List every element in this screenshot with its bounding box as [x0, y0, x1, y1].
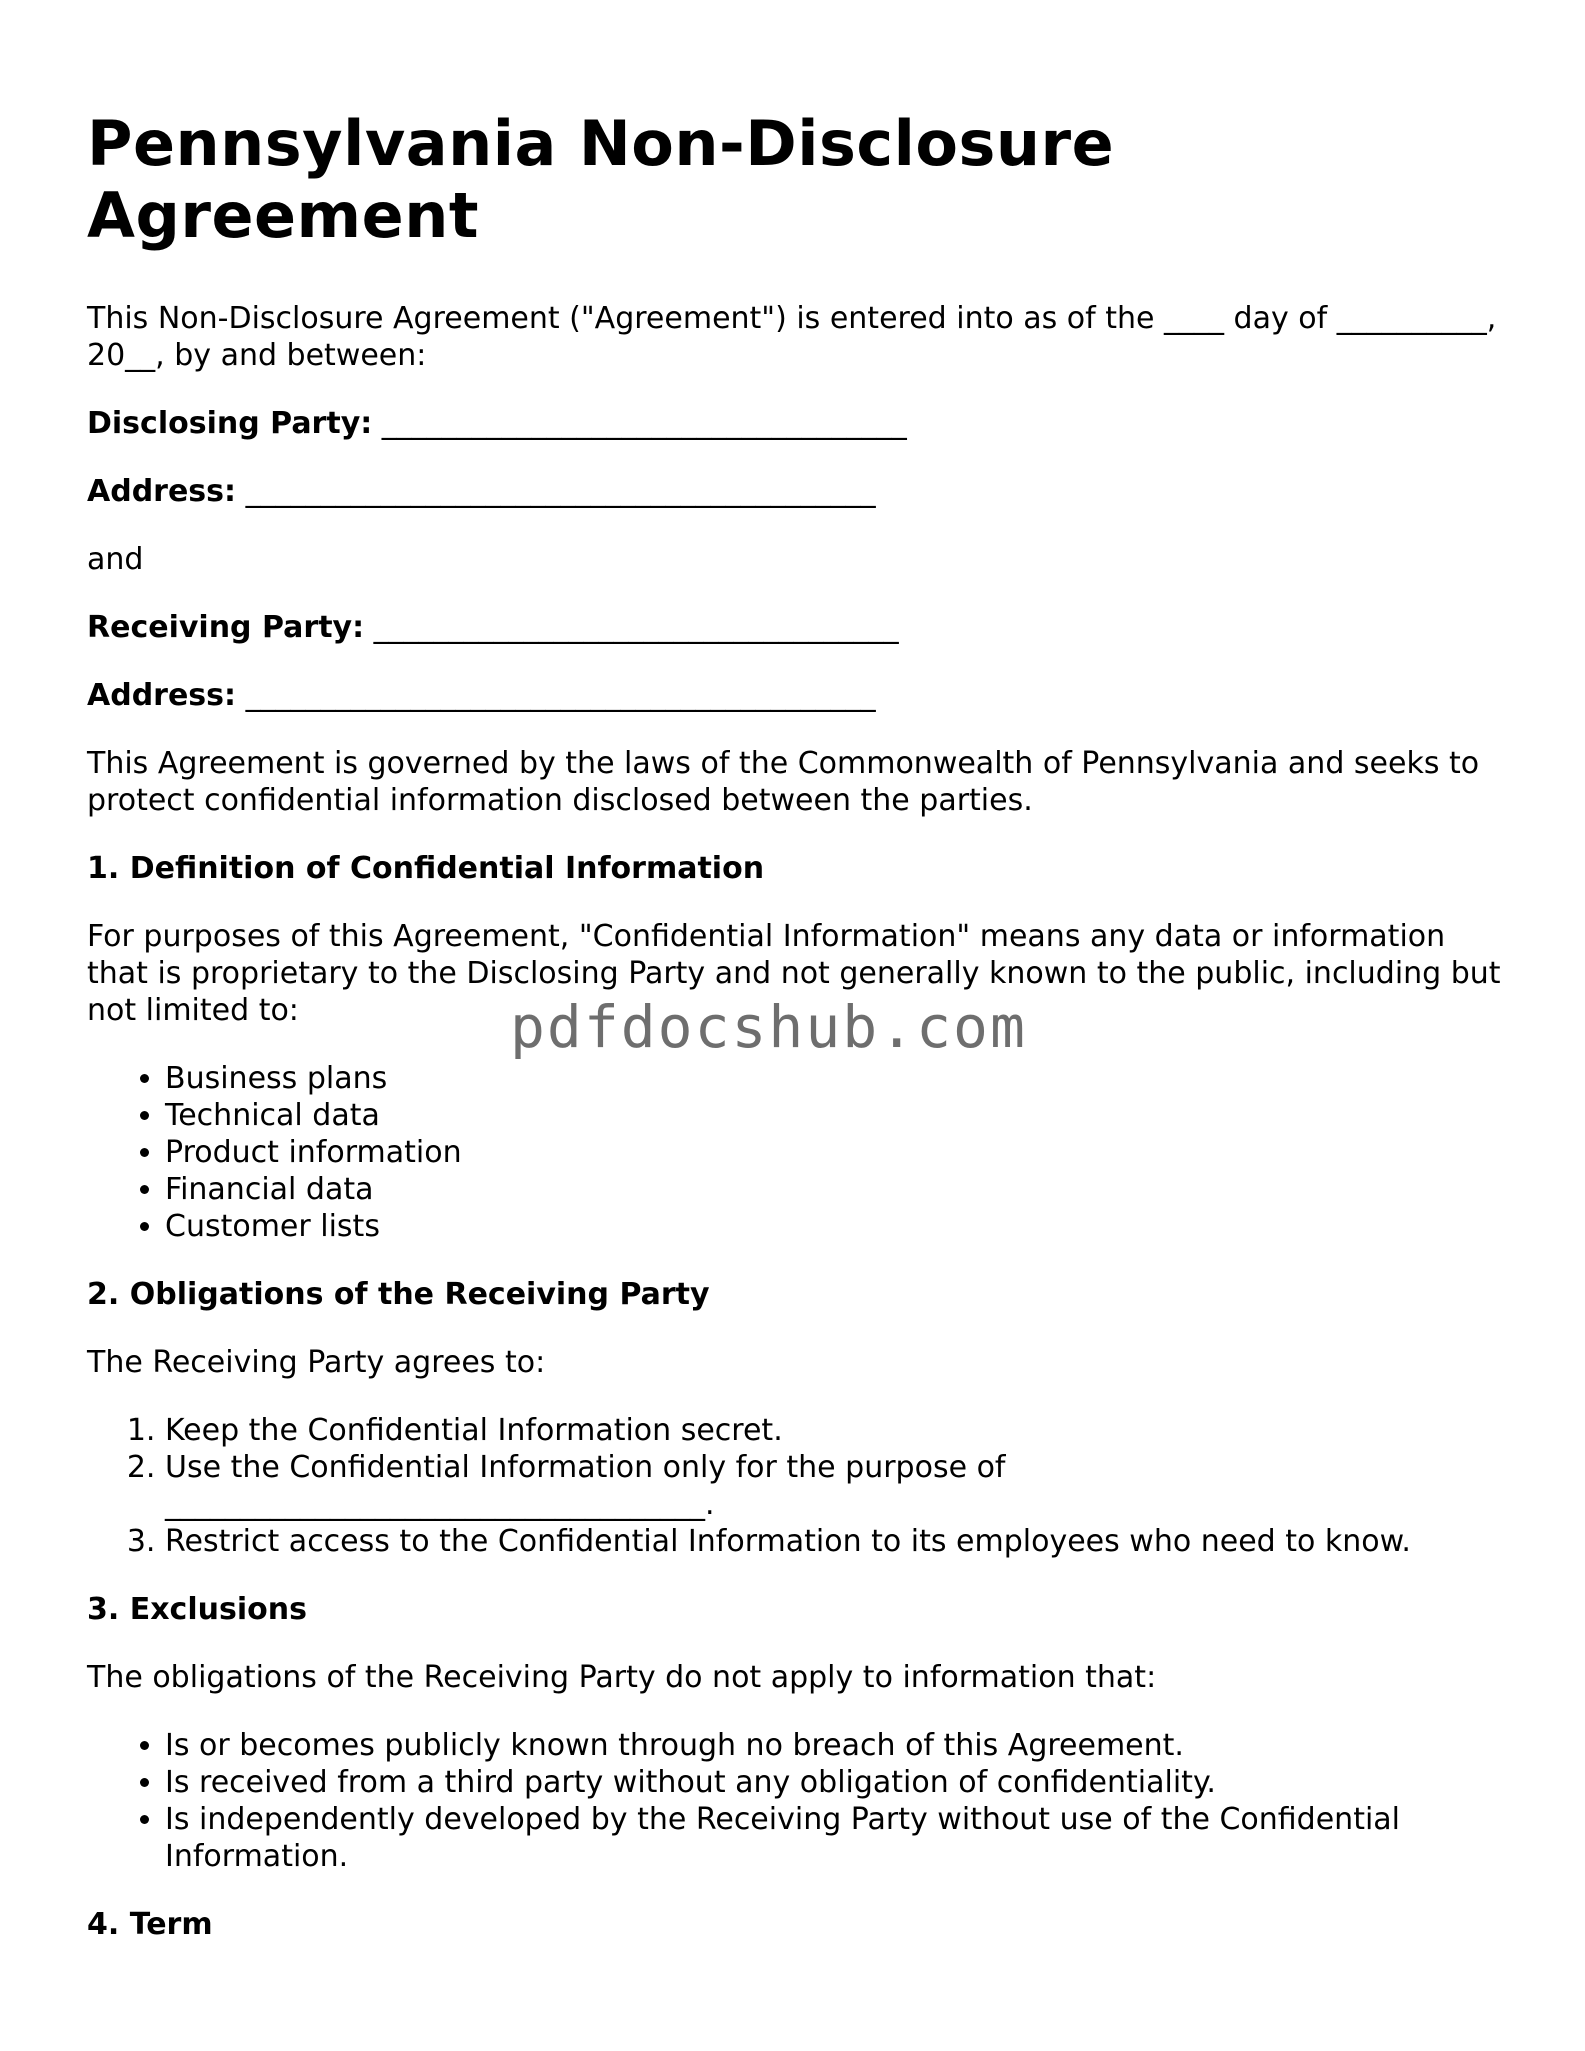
section-3-heading: 3. Exclusions — [87, 1592, 307, 1627]
list-item: • Is independently developed by the Receiving Party without use of the Confidential Information. — [165, 1801, 1507, 1875]
section-4-heading: 4. Term — [87, 1907, 213, 1942]
list-item: 2. Use the Confidential Information only for the purpose of ____________________________________. — [165, 1449, 1507, 1523]
section-2-list — [87, 1412, 1507, 1560]
section-1-text: For purposes of this Agreement, "Confidential Information" means any data or information that is proprietary to the Disclosing Party and not generally known to the public, including but not limited to: — [87, 919, 1501, 1028]
receiving-party-blank: ___________________________________ — [373, 610, 899, 645]
receiving-address-field — [87, 677, 1507, 714]
intro-paragraph: This Non-Disclosure Agreement ("Agreement") is entered into as of the ____ day of __________, 20__, by and between: — [87, 301, 1497, 373]
disclosing-address-blank: __________________________________________ — [245, 474, 876, 509]
list-item: • Business plans — [165, 1060, 1507, 1097]
receiving-address-blank: __________________________________________ — [245, 678, 876, 713]
disclosing-party-field — [87, 405, 1507, 442]
watermark-text: pdfdocshub.com — [510, 993, 1027, 1061]
section-3-text: The obligations of the Receiving Party do not apply to information that: — [87, 1660, 1157, 1695]
section-1-heading: 1. Definition of Confidential Information — [87, 851, 765, 886]
list-item: 1. Keep the Confidential Information secret. — [165, 1412, 1507, 1449]
section-1-list — [87, 1060, 1507, 1245]
list-item: • Customer lists — [165, 1208, 1507, 1245]
document-title: Pennsylvania Non-Disclosure Agreement — [87, 107, 1115, 252]
receiving-party-field — [87, 609, 1507, 646]
list-item: 3. Restrict access to the Confidential Information to its employees who need to know. — [165, 1523, 1507, 1560]
section-2-heading: 2. Obligations of the Receiving Party — [87, 1277, 710, 1312]
disclosing-party-blank: ___________________________________ — [381, 406, 907, 441]
list-item: • Financial data — [165, 1171, 1507, 1208]
receiving-party-label: Receiving Party: — [87, 610, 365, 645]
disclosing-party-label: Disclosing Party: — [87, 406, 373, 441]
list-item: • Is or becomes publicly known through no breach of this Agreement. — [165, 1727, 1507, 1764]
disclosing-address-field — [87, 473, 1507, 510]
list-item: • Technical data — [165, 1097, 1507, 1134]
list-item: • Product information — [165, 1134, 1507, 1171]
list-item: • Is received from a third party without any obligation of confidentiality. — [165, 1764, 1507, 1801]
receiving-address-label: Address: — [87, 678, 237, 713]
and-text: and — [87, 542, 144, 577]
governing-paragraph: This Agreement is governed by the laws of the Commonwealth of Pennsylvania and seeks to protect confidential information disclosed between the parties. — [87, 746, 1480, 818]
disclosing-address-label: Address: — [87, 474, 237, 509]
section-3-list — [87, 1727, 1507, 1875]
section-2-text: The Receiving Party agrees to: — [87, 1345, 546, 1380]
